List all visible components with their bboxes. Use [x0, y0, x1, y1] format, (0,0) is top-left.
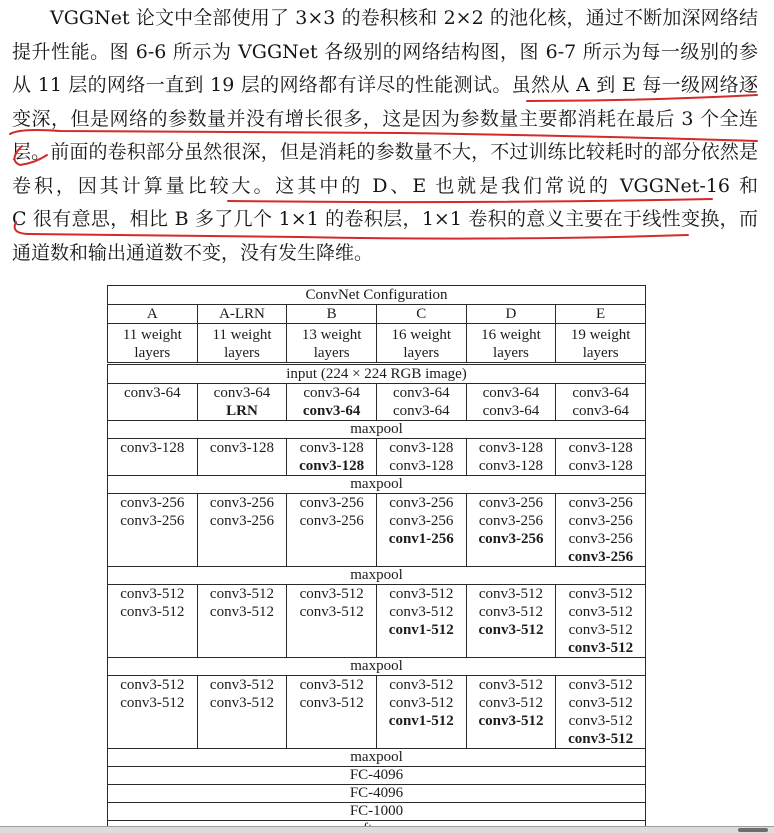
- maxpool-cell: maxpool: [108, 658, 646, 676]
- table-cell: [466, 676, 556, 749]
- depth-cell: 11 weight layers: [108, 324, 198, 364]
- maxpool-cell: maxpool: [108, 476, 646, 494]
- column-header: A-LRN: [197, 305, 287, 324]
- layer-entry: conv3-512: [120, 695, 185, 711]
- layer-entry: conv3-512: [568, 604, 633, 620]
- layer-entry: conv3-64: [302, 403, 361, 419]
- depth-cell: 11 weight layers: [197, 324, 287, 364]
- layer-entry: conv3-256: [120, 495, 185, 511]
- layer-entry: conv3-512: [568, 677, 633, 693]
- layer-entry: conv3-512: [478, 622, 544, 638]
- column-header-row: [108, 305, 646, 324]
- layer-entry: conv3-64: [124, 385, 181, 401]
- table-title: ConvNet Configuration: [108, 286, 646, 305]
- layer-entry: conv3-256: [478, 513, 544, 529]
- paragraph-line: VGGNet 论文中全部使用了 3×3 的卷积核和 2×2 的池化核，通过不断加深网络结: [50, 7, 758, 29]
- table-cell: [556, 439, 646, 476]
- layer-entry: conv3-512: [568, 695, 633, 711]
- fc-row: [108, 767, 646, 785]
- layer-entry: conv3-256: [120, 513, 185, 529]
- layer-entry: conv3-512: [209, 604, 275, 620]
- scrollbar-thumb[interactable]: [738, 828, 768, 832]
- layer-entry: conv3-64: [392, 403, 450, 419]
- paragraph-line: C 很有意思，相比 B 多了几个 1×1 的卷积层，1×1 卷积的意义主要在于线性变换，而: [12, 208, 758, 230]
- fc-row: [108, 785, 646, 803]
- layer-entry: conv3-256: [478, 531, 544, 547]
- table-cell: [376, 439, 466, 476]
- layer-entry: conv3-512: [568, 713, 633, 729]
- layer-entry: conv3-64: [482, 403, 540, 419]
- layer-entry: conv1-512: [388, 622, 454, 638]
- fc-cell: FC-1000: [108, 803, 646, 821]
- layer-entry: conv3-512: [568, 622, 633, 638]
- layer-entry: conv3-512: [478, 677, 544, 693]
- table-cell: [287, 494, 377, 567]
- column-header: C: [376, 305, 466, 324]
- input-row: [108, 364, 646, 384]
- layer-entry: conv3-512: [120, 586, 185, 602]
- depth-cell: 13 weight layers: [287, 324, 377, 364]
- table-cell: [197, 384, 287, 421]
- table-cell: [287, 439, 377, 476]
- layer-entry: conv3-512: [568, 586, 633, 602]
- depth-cell: 16 weight layers: [376, 324, 466, 364]
- conv-block-row: [108, 494, 646, 567]
- table-cell: [287, 585, 377, 658]
- layer-entry: conv3-512: [120, 604, 185, 620]
- table-title-row: [108, 286, 646, 305]
- layer-entry: conv3-512: [299, 604, 364, 620]
- convnet-configuration-table: [107, 285, 646, 833]
- layer-entry: conv3-256: [209, 513, 275, 529]
- layer-entry: conv3-128: [568, 458, 633, 474]
- horizontal-scrollbar[interactable]: [0, 826, 774, 833]
- maxpool-row: [108, 476, 646, 494]
- layer-entry: conv3-256: [568, 495, 633, 511]
- column-header: B: [287, 305, 377, 324]
- paragraph-line: 变深，但是网络的参数量并没有增长很多，这是因为参数量主要都消耗在最后 3 个全连: [12, 107, 758, 130]
- layer-entry: LRN: [226, 403, 258, 419]
- paragraph-line: 从 11 层的网络一直到 19 层的网络都有详尽的性能测试。虽然从 A 到 E 每一级网络逐: [12, 74, 758, 96]
- table-cell: [287, 384, 377, 421]
- layer-entry: conv3-512: [478, 586, 544, 602]
- maxpool-row: [108, 421, 646, 439]
- layer-entry: conv3-256: [209, 495, 275, 511]
- depth-cell: 19 weight layers: [556, 324, 646, 364]
- layer-entry: conv3-512: [389, 695, 454, 711]
- column-header: A: [108, 305, 198, 324]
- input-cell: input (224 × 224 RGB image): [108, 364, 646, 384]
- layer-entry: conv3-128: [299, 458, 365, 474]
- layer-entry: conv3-128: [209, 440, 275, 456]
- table-cell: [466, 494, 556, 567]
- layer-entry: conv3-256: [299, 495, 364, 511]
- layer-entry: conv3-256: [389, 513, 454, 529]
- layer-entry: conv3-64: [213, 385, 271, 401]
- layer-entry: conv3-256: [568, 513, 633, 529]
- layer-entry: conv3-512: [478, 695, 544, 711]
- maxpool-row: [108, 749, 646, 767]
- layer-entry: conv3-512: [299, 677, 364, 693]
- conv-block-row: [108, 384, 646, 421]
- table-cell: [108, 676, 198, 749]
- layer-entry: conv3-512: [299, 586, 364, 602]
- layer-entry: conv3-256: [568, 531, 633, 547]
- paragraph-line: 卷积，因其计算量比较大。这其中的 D、E 也就是我们常说的 VGGNet-16 和: [12, 174, 758, 197]
- table-cell: [197, 585, 287, 658]
- layer-entry: conv3-64: [303, 385, 360, 401]
- layer-entry: conv3-128: [389, 458, 454, 474]
- fc-row: [108, 803, 646, 821]
- body-paragraph: [12, 2, 758, 270]
- table-cell: [108, 585, 198, 658]
- layer-entry: conv3-512: [209, 586, 275, 602]
- layer-entry: conv3-512: [209, 695, 275, 711]
- layer-entry: conv3-512: [568, 731, 634, 747]
- maxpool-cell: maxpool: [108, 749, 646, 767]
- layer-entry: conv3-512: [568, 640, 634, 656]
- layer-entry: conv3-64: [572, 403, 629, 419]
- layer-entry: conv3-128: [389, 440, 454, 456]
- layer-entry: conv3-512: [389, 604, 454, 620]
- table-cell: [556, 384, 646, 421]
- conv-block-row: [108, 585, 646, 658]
- layer-entry: conv3-512: [478, 713, 544, 729]
- table-cell: [376, 384, 466, 421]
- table-cell: [108, 439, 198, 476]
- layer-entry: conv1-512: [388, 713, 454, 729]
- table-cell: [108, 384, 198, 421]
- table-cell: [197, 676, 287, 749]
- layer-entry: conv3-512: [209, 677, 275, 693]
- paragraph-line: 层。前面的卷积部分虽然很深，但是消耗的参数量不大，不过训练比较耗时的部分依然是: [12, 141, 758, 163]
- column-header: E: [556, 305, 646, 324]
- paragraph-line: 通道数和输出通道数不变，没有发生降维。: [12, 241, 374, 264]
- layer-entry: conv3-512: [120, 677, 185, 693]
- table-cell: [556, 676, 646, 749]
- table-cell: [466, 585, 556, 658]
- layer-entry: conv3-512: [299, 695, 364, 711]
- layer-entry: conv3-64: [572, 385, 629, 401]
- layer-entry: conv3-512: [478, 604, 544, 620]
- layer-entry: conv3-256: [299, 513, 364, 529]
- table-cell: [287, 676, 377, 749]
- layer-entry: conv3-128: [568, 440, 633, 456]
- maxpool-row: [108, 658, 646, 676]
- layer-entry: conv3-512: [389, 586, 454, 602]
- table-cell: [466, 439, 556, 476]
- maxpool-cell: maxpool: [108, 567, 646, 585]
- maxpool-cell: maxpool: [108, 421, 646, 439]
- layer-entry: conv3-256: [568, 549, 634, 565]
- layer-entry: conv1-256: [388, 531, 454, 547]
- conv-block-row: [108, 676, 646, 749]
- conv-block-row: [108, 439, 646, 476]
- layer-entry: conv3-128: [299, 440, 364, 456]
- layer-entry: conv3-256: [478, 495, 544, 511]
- fc-cell: FC-4096: [108, 785, 646, 803]
- layer-entry: conv3-64: [392, 385, 450, 401]
- table-cell: [556, 494, 646, 567]
- column-header: D: [466, 305, 556, 324]
- depth-cell: 16 weight layers: [466, 324, 556, 364]
- table-cell: [376, 494, 466, 567]
- layer-entry: conv3-128: [478, 458, 544, 474]
- table-cell: [197, 494, 287, 567]
- table-cell: [556, 585, 646, 658]
- maxpool-row: [108, 567, 646, 585]
- layer-entry: conv3-128: [120, 440, 185, 456]
- layer-entry: conv3-128: [478, 440, 544, 456]
- layer-entry: conv3-512: [389, 677, 454, 693]
- table-cell: [108, 494, 198, 567]
- table-cell: [197, 439, 287, 476]
- paragraph-line: 提升性能。图 6-6 所示为 VGGNet 各级别的网络结构图，图 6-7 所示为每一级别的参: [12, 40, 758, 63]
- depth-row: [108, 324, 646, 364]
- table-cell: [376, 676, 466, 749]
- layer-entry: conv3-64: [482, 385, 540, 401]
- fc-cell: FC-4096: [108, 767, 646, 785]
- layer-entry: conv3-256: [389, 495, 454, 511]
- table-cell: [466, 384, 556, 421]
- table-cell: [376, 585, 466, 658]
